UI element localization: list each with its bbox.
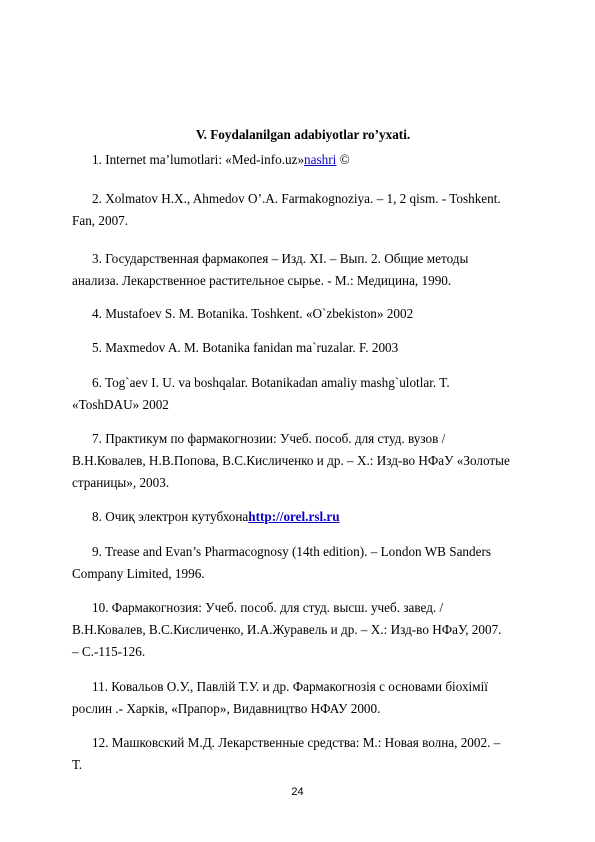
reference-6-cont: «ToshDAU» 2002	[72, 397, 169, 412]
reference-10-cont2: – С.-115-126.	[72, 644, 146, 659]
reference-10-cont: В.Н.Ковалев, В.С.Кисличенко, И.А.Журавель и др. – Х.: Изд-во НФаУ, 2007.	[72, 622, 502, 637]
reference-12-cont: Т.	[72, 757, 83, 772]
page-number: 24	[291, 786, 304, 798]
reference-8: 8. Очиқ электрон кутубхонаhttp://orel.rsl.ru	[92, 509, 340, 524]
reference-9: 9. Trease and Evan’s Pharmacognosy (14th edition). – London WB Sanders	[92, 544, 491, 559]
reference-3: 3. Государственная фармакопея – Изд. XI. – Вып. 2. Общие методы	[92, 251, 469, 266]
reference-3-cont: анализа. Лекарственное растительное сырье. - М.: Медицина, 1990.	[72, 273, 452, 288]
reference-2: 2. Xolmatov H.X., Ahmedov O’.A. Farmakognoziya. – 1, 2 qism. - Toshkent.	[92, 191, 501, 206]
reference-12: 12. Машковский М.Д. Лекарственные средства: М.: Новая волна, 2002. –	[92, 735, 501, 750]
section-title: V. Foydalanilgan adabiyotlar ro’yxati.	[195, 127, 411, 142]
reference-5: 5. Maxmedov A. M. Botanika fanidan ma`ruzalar. F. 2003	[92, 340, 399, 355]
reference-11: 11. Ковальов О.У., Павлій Т.У. и др. Фармакогнозія с основами біохімії	[92, 679, 488, 694]
library-link[interactable]: http://orel.rsl.ru	[248, 509, 340, 524]
reference-7-cont2: страницы», 2003.	[72, 475, 170, 490]
reference-11-cont: рослин .- Харків, «Прапор», Видавництво НФАУ 2000.	[72, 701, 381, 716]
reference-9-cont: Company Limited, 1996.	[72, 566, 205, 581]
reference-10: 10. Фармакогнозия: Учеб. пособ. для студ. высш. учеб. завед. /	[92, 600, 444, 615]
reference-1: 1. Internet ma’lumotlari: «Med-info.uz»nashri ©	[92, 152, 350, 167]
nashri-link[interactable]: nashri	[304, 152, 337, 167]
reference-6: 6. Tog`aev I. U. va boshqalar. Botanikadan amaliy mashg`ulotlar. T.	[92, 375, 450, 390]
reference-7: 7. Практикум по фармакогнозии: Учеб. пособ. для студ. вузов /	[92, 431, 446, 446]
reference-7-cont: В.Н.Ковалев, Н.В.Попова, В.С.Кисличенко и др. – Х.: Изд-во НФаУ «Золотые	[72, 453, 510, 468]
reference-4: 4. Mustafoev S. M. Botanika. Toshkent. «O`zbekiston» 2002	[92, 306, 414, 321]
reference-2-cont: Fan, 2007.	[72, 213, 129, 228]
